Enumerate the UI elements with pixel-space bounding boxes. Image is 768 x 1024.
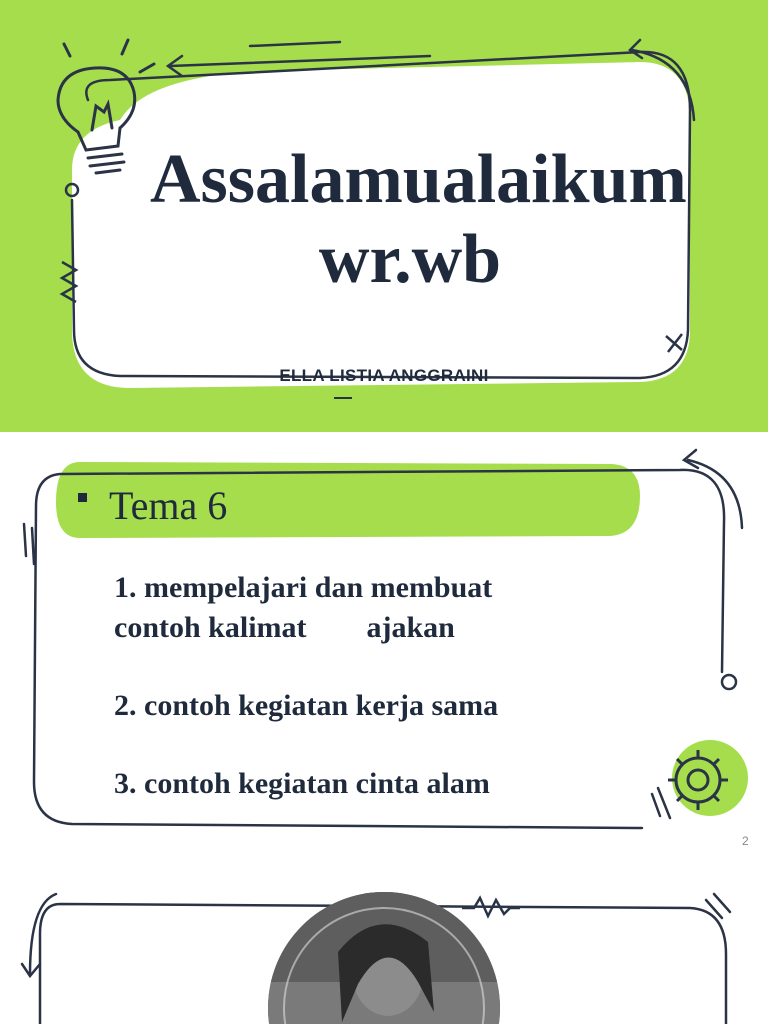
title-slide — [0, 0, 768, 432]
list-item: 2. contoh kegiatan kerja sama — [114, 689, 499, 722]
presenter-name: ELLA LISTIA ANGGRAINI — [279, 366, 489, 385]
list-item: 1. mempelajari dan membuat contoh kalimat ajakan — [114, 571, 493, 644]
list-item: 3. contoh kegiatan cinta alam — [114, 767, 490, 800]
bullet-icon — [78, 493, 87, 502]
photo-slide — [0, 864, 768, 1024]
topic-heading-text: Tema 6 — [109, 483, 228, 528]
topic-heading — [78, 480, 227, 532]
circle-icon — [722, 675, 736, 689]
curved-arrow-icon — [684, 450, 742, 528]
page-title: Assalamualaikum wr.wb — [150, 141, 687, 298]
tick-marks-icon — [652, 788, 670, 818]
gear-blob — [672, 740, 748, 816]
tick-marks-icon — [24, 524, 34, 564]
page-number: 2 — [742, 834, 749, 848]
